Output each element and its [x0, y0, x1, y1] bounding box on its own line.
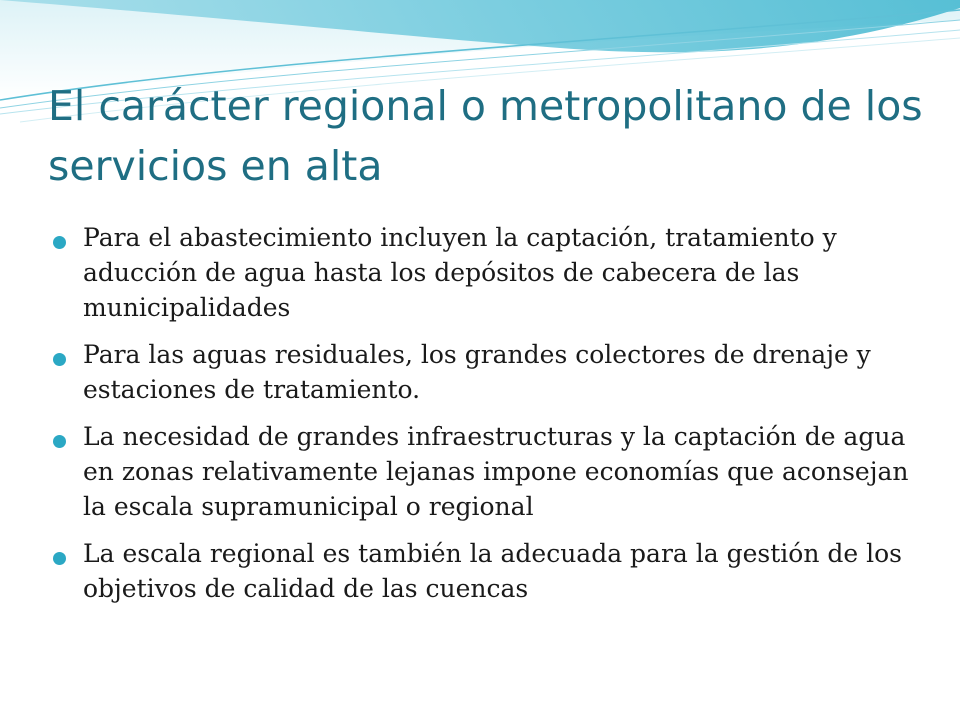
- bullet-item: [52, 220, 912, 325]
- bullet-marker-icon: [53, 236, 66, 249]
- slide-title: El carácter regional o metropolitano de los servicios en alta: [48, 82, 923, 190]
- bullet-text: Para el abastecimiento incluyen la captación, tratamiento y aducción de agua hasta los depósitos de cabecera de las municipalidades: [83, 223, 837, 322]
- bullet-item: [52, 419, 912, 524]
- bullet-list: [52, 220, 912, 618]
- bullet-text: La necesidad de grandes infraestructuras y la captación de agua en zonas relativamente lejanas impone economías que aconsejan la escala supramunicipal o regional: [83, 422, 909, 521]
- bullet-marker-icon: [53, 552, 66, 565]
- bullet-item: [52, 337, 912, 407]
- bullet-marker-icon: [53, 435, 66, 448]
- bullet-item: [52, 536, 912, 606]
- bullet-text: Para las aguas residuales, los grandes colectores de drenaje y estaciones de tratamiento.: [83, 340, 871, 404]
- bullet-marker-icon: [53, 353, 66, 366]
- bullet-text: La escala regional es también la adecuada para la gestión de los objetivos de calidad de las cuencas: [83, 539, 903, 603]
